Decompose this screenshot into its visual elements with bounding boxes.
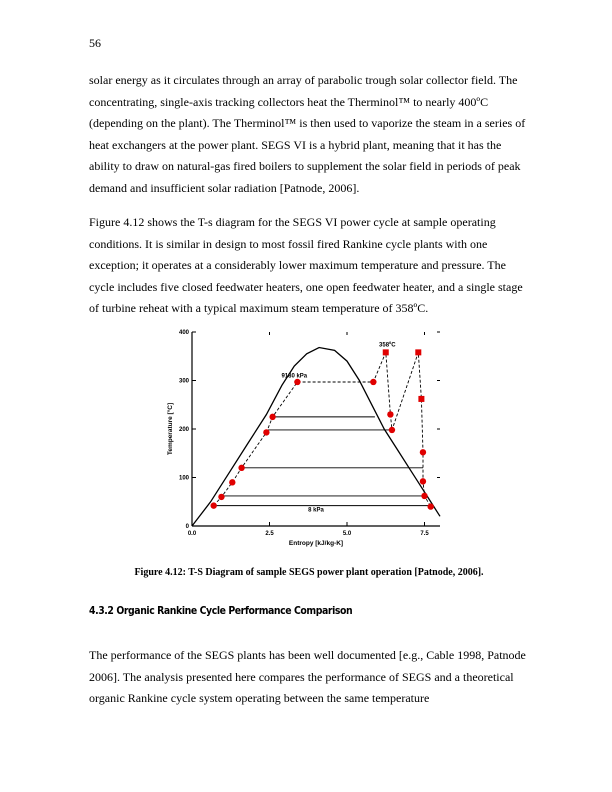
y-axis-label: Temperature [°C] [167, 402, 174, 456]
y-tick-label: 0 [185, 524, 189, 530]
x-tick-label: 5.0 [342, 531, 352, 537]
figure-caption: Figure 4.12: T-S Diagram of sample SEGS power plant operation [Patnode, 2006]. [134, 567, 484, 578]
chart-annotation: 8 kPa [308, 507, 324, 514]
state-point [420, 478, 426, 484]
page-number: 56 [89, 36, 101, 50]
state-point [229, 479, 235, 485]
chart-annotation: 358ºC [379, 342, 396, 349]
x-axis-label: Entropy [kJ/kg-K] [288, 540, 344, 547]
state-point [370, 379, 376, 385]
state-point [238, 465, 244, 471]
y-tick-label: 300 [178, 378, 189, 385]
section-heading: 4.3.2 Organic Rankine Cycle Performance Comparison [89, 604, 353, 617]
ts-diagram-figure [160, 326, 450, 552]
body-paragraph: solar energy as it circulates through an array of parabolic trough solar collector field. The concentrating, single-axis tracking collectors heat the Therminol™ to nearly 400ºC (depending on the plant). The Therminol™ is then used to vaporize the steam in a series of heat exchangers at the power plant. SEGS VI is a hybrid plant, meaning that it has the ability to draw on natural-gas fired boilers to supplement the solar field in periods of peak demand and insufficient solar radiation [Patnode, 2006]. [89, 73, 526, 195]
y-tick-label: 100 [178, 475, 189, 482]
state-point [269, 414, 275, 420]
state-point [211, 502, 217, 508]
x-tick-label: 2.5 [265, 531, 274, 537]
state-point [263, 429, 269, 435]
state-point-square [418, 396, 424, 402]
state-point-square [383, 349, 389, 355]
state-point [389, 427, 395, 433]
state-point [421, 493, 427, 499]
state-point [420, 449, 426, 455]
state-point-square [415, 349, 421, 355]
y-tick-label: 200 [178, 427, 189, 433]
chart-annotation: 9180 kPa [281, 373, 308, 380]
state-point [428, 503, 434, 509]
body-paragraph: The performance of the SEGS plants has been well documented [e.g., Cable 1998, Patnode 2006]. The analysis presented here compares the performance of SEGS and a theoretical organic Rankine cycle system operating between the same temperature [89, 648, 526, 706]
state-point [387, 411, 393, 417]
x-tick-label: 7.5 [420, 531, 429, 537]
x-tick-label: 0.0 [187, 531, 197, 537]
body-paragraph: Figure 4.12 shows the T-s diagram for the SEGS VI power cycle at sample operating conditions. It is similar in design to most fossil fired Rankine cycle plants with one exception; it operates at a considerably lower maximum temperature and pressure. The cycle includes five closed feedwater heaters, one open feedwater heater, and a single stage of turbine reheat with a typical maximum steam temperature of 358ºC. [89, 215, 523, 316]
state-point [218, 494, 224, 500]
y-tick-label: 400 [178, 330, 189, 336]
cycle-path [214, 352, 431, 506]
ts-diagram-chart [160, 326, 450, 552]
saturation-dome [192, 348, 440, 527]
state-point [294, 379, 300, 385]
